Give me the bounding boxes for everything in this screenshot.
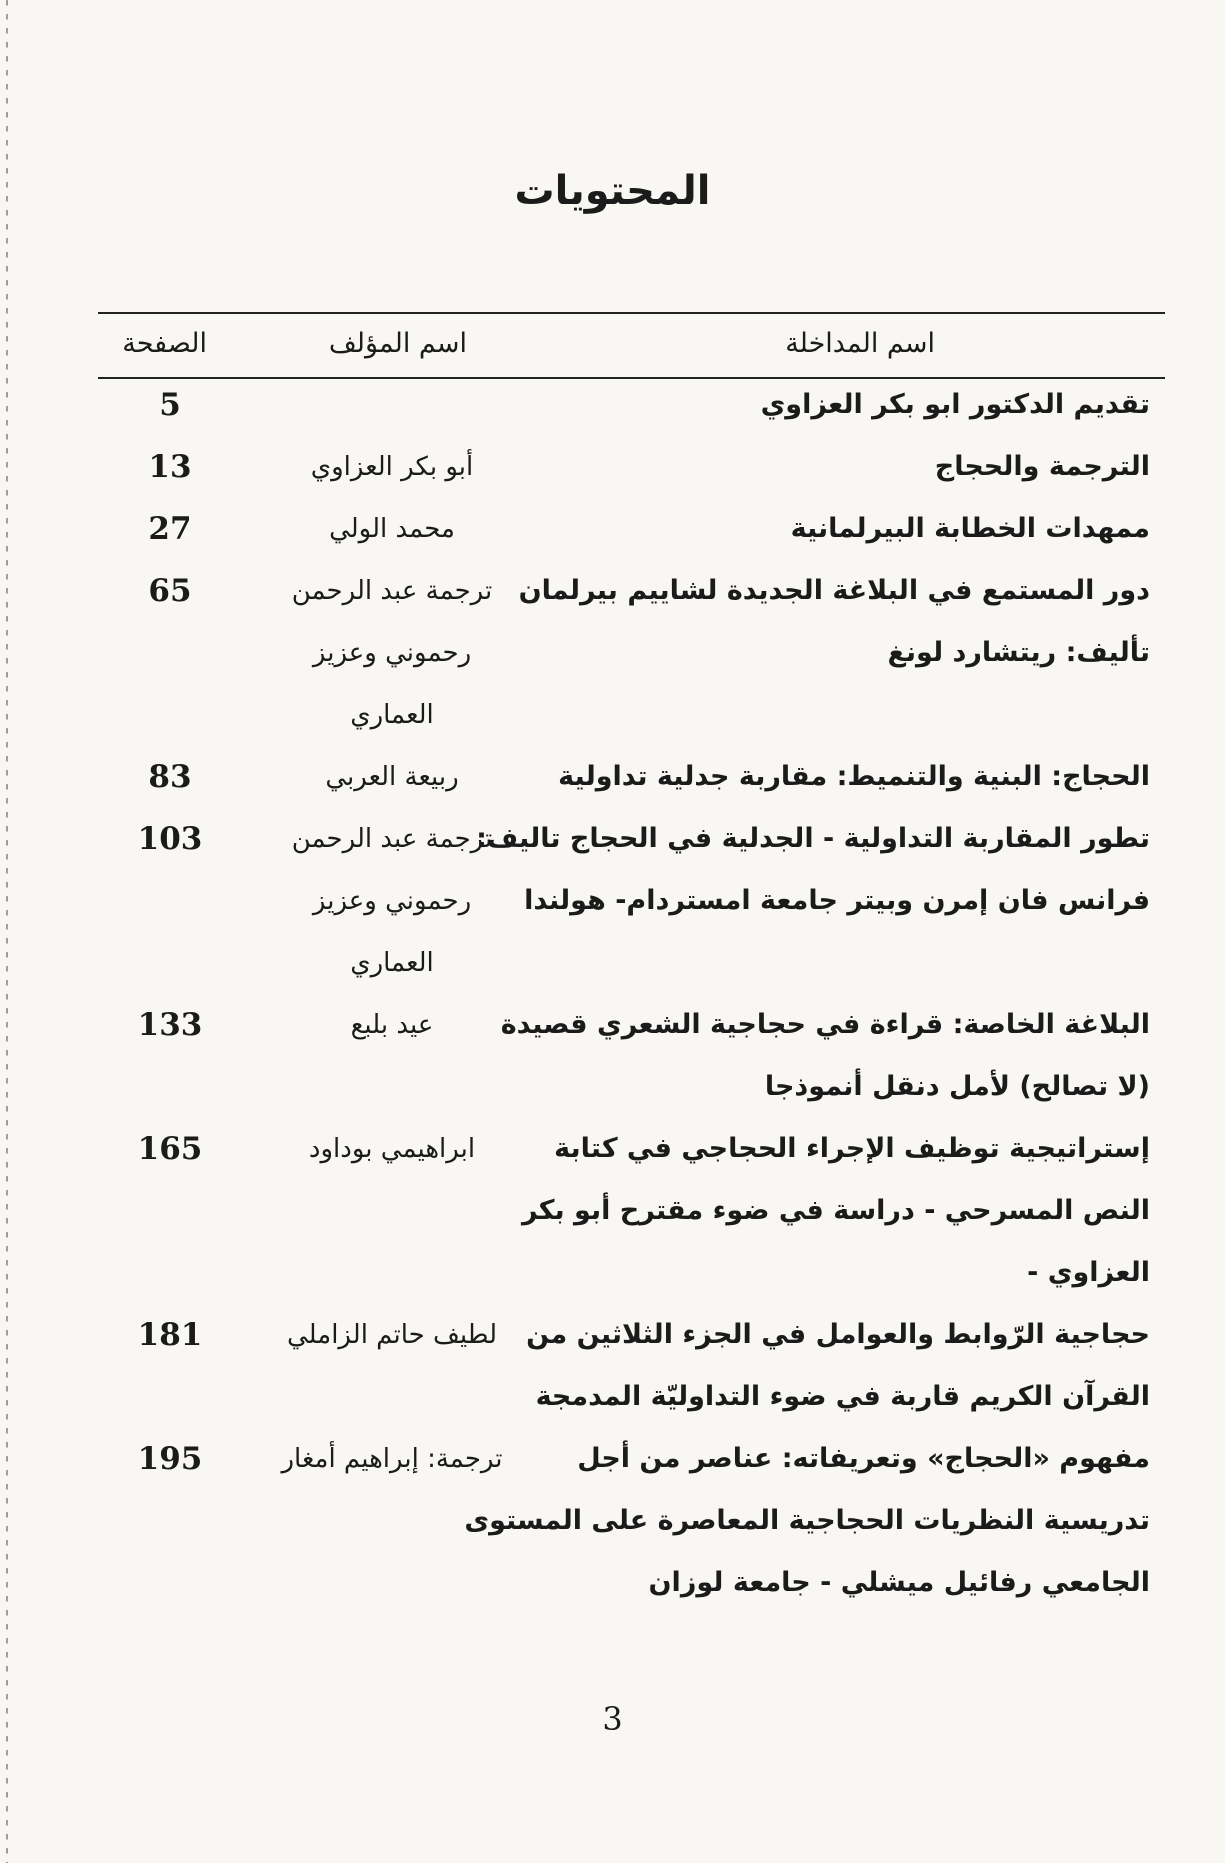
entry-page-number: 195 bbox=[137, 1441, 203, 1477]
entry-title-line: الترجمة والحجاج bbox=[934, 451, 1150, 482]
entry-title-line: إستراتيجية توظيف الإجراء الحجاجي في كتابة bbox=[554, 1133, 1150, 1164]
entry-title-line: الجامعي رفائيل ميشلي - جامعة لوزان bbox=[648, 1567, 1150, 1598]
entry-title-line: فرانس فان إمرن وبيتر جامعة امستردام- هولندا bbox=[524, 885, 1150, 916]
header-author-column: اسم المؤلف bbox=[328, 328, 467, 359]
entry-title-line: دور المستمع في البلاغة الجديدة لشاييم بيرلمان bbox=[518, 575, 1150, 606]
header-page-column: الصفحة bbox=[122, 328, 207, 359]
entry-author-line: العماري bbox=[350, 700, 434, 730]
entry-page-number: 103 bbox=[137, 821, 203, 857]
entry-title-line: حجاجية الرّوابط والعوامل في الجزء الثلاثين من bbox=[526, 1319, 1150, 1350]
entry-author-line: ترجمة عبد الرحمن bbox=[291, 576, 493, 606]
entry-page-number: 27 bbox=[148, 511, 192, 547]
entry-author-line: ربيعة العربي bbox=[325, 762, 459, 792]
entry-title-line: تدريسية النظريات الحجاجية المعاصرة على المستوى bbox=[464, 1505, 1150, 1536]
entry-author-line: العماري bbox=[350, 948, 434, 978]
page-title: المحتويات bbox=[514, 168, 711, 214]
entry-page-number: 165 bbox=[137, 1131, 203, 1167]
entry-author-line: ترجمة: إبراهيم أمغار bbox=[281, 1444, 503, 1474]
entry-title-line: ممهدات الخطابة البيرلمانية bbox=[790, 513, 1150, 544]
entry-title-line: تقديم الدكتور ابو بكر العزاوي bbox=[760, 389, 1150, 420]
entry-page-number: 65 bbox=[148, 573, 192, 609]
entry-title-line: مفهوم «الحجاج» وتعريفاته: عناصر من أجل bbox=[577, 1443, 1150, 1474]
entry-page-number: 181 bbox=[137, 1317, 203, 1353]
entry-page-number: 83 bbox=[148, 759, 192, 795]
entry-title-line: الحجاج: البنية والتنميط: مقاربة جدلية تداولية bbox=[558, 761, 1150, 792]
entry-author-line: ابراهيمي بوداود bbox=[308, 1134, 476, 1164]
entry-author-line: ترجمة عبد الرحمن bbox=[291, 824, 493, 854]
entry-title-line: البلاغة الخاصة: قراءة في حجاجية الشعري قصيدة bbox=[500, 1009, 1150, 1040]
header-title-column: اسم المداخلة bbox=[785, 328, 935, 359]
entry-title-line: (لا تصالح) لأمل دنقل أنموذجا bbox=[764, 1071, 1150, 1102]
entry-title-line: القرآن الكريم قاربة في ضوء التداوليّة المدمجة bbox=[535, 1381, 1150, 1412]
entry-title-line: النص المسرحي - دراسة في ضوء مقترح أبو بكر bbox=[522, 1195, 1150, 1226]
entry-author-line: أبو بكر العزاوي bbox=[310, 452, 474, 482]
entry-author-line: رحموني وعزيز bbox=[312, 886, 472, 916]
entry-title-line: تأليف: ريتشارد لونغ bbox=[887, 637, 1150, 668]
entry-title-line: تطور المقاربة التداولية - الجدلية في الحجاج تاليف: bbox=[476, 823, 1150, 854]
page-number: 3 bbox=[602, 1700, 623, 1738]
entry-title-line: العزاوي - bbox=[1027, 1257, 1150, 1288]
entry-author-line: عيد بلبع bbox=[350, 1010, 434, 1040]
entry-page-number: 133 bbox=[137, 1007, 203, 1043]
entry-author-line: رحموني وعزيز bbox=[312, 638, 472, 668]
entry-page-number: 5 bbox=[159, 387, 181, 423]
entry-page-number: 13 bbox=[148, 449, 192, 485]
entry-author-line: محمد الولي bbox=[329, 514, 455, 544]
entry-author-line: لطيف حاتم الزاملي bbox=[287, 1320, 497, 1350]
